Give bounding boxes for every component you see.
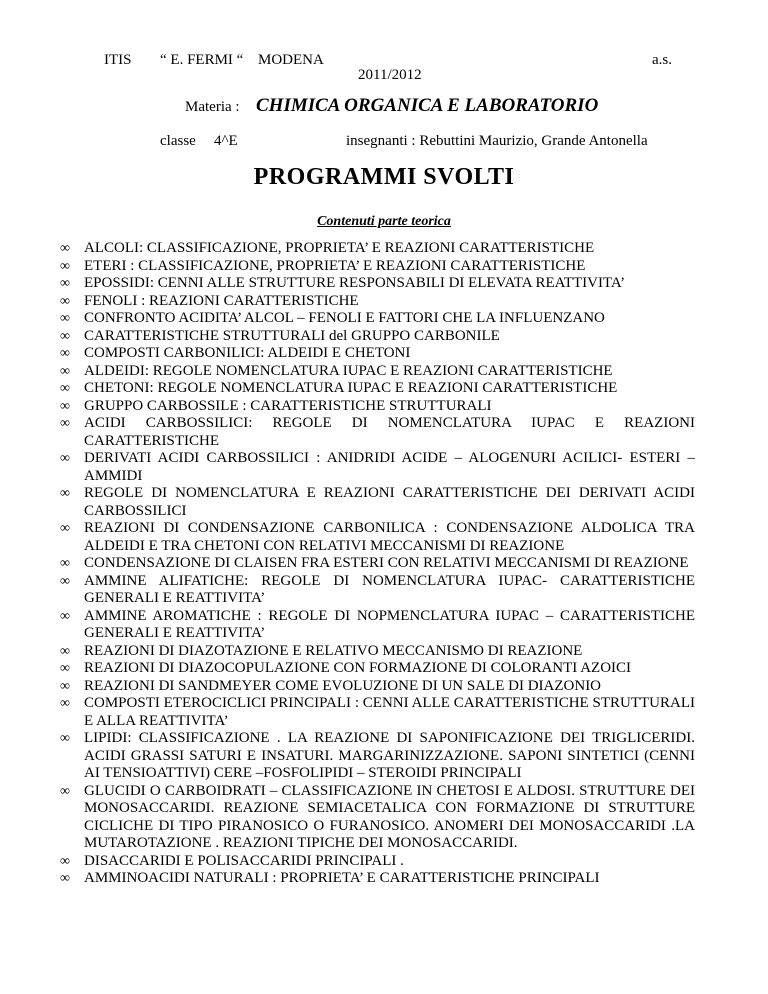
topic-text: CONDENSAZIONE DI CLAISEN FRA ESTERI CON RELATIVI MECCANISMI DI REAZIONE — [84, 555, 689, 571]
topic-text: REAZIONI DI CONDENSAZIONE CARBONILICA : CONDENSAZIONE ALDOLICA TRA ALDEIDI E TRA CHETONI CON RELATIVI MECCANISMI DI REAZIONE — [84, 520, 695, 554]
infinity-bullet-icon: ∞ — [60, 293, 70, 309]
topic-text: ALCOLI: CLASSIFICAZIONE, PROPRIETA’ E REAZIONI CARATTERISTICHE — [84, 240, 595, 256]
infinity-bullet-icon: ∞ — [60, 276, 70, 291]
list-item — [60, 520, 695, 555]
school-type: ITIS — [104, 52, 132, 68]
school-name: “ E. FERMI “ — [160, 52, 244, 68]
school-city: MODENA — [258, 52, 324, 68]
infinity-bullet-icon: ∞ — [60, 696, 70, 711]
list-item — [60, 362, 695, 381]
list-item — [60, 397, 695, 416]
page-title: PROGRAMMI SVOLTI — [253, 164, 515, 190]
subject-label: Materia : — [185, 99, 240, 115]
infinity-bullet-icon: ∞ — [60, 556, 70, 571]
list-item — [60, 870, 695, 888]
list-item — [60, 450, 695, 485]
topic-text: REAZIONI DI DIAZOTAZIONE E RELATIVO MECCANISMO DI REAZIONE — [84, 642, 583, 659]
infinity-bullet-icon: ∞ — [60, 783, 70, 799]
academic-year-label: a.s. — [652, 52, 672, 68]
academic-year: 2011/2012 — [358, 67, 422, 83]
list-item — [60, 572, 695, 608]
infinity-bullet-icon: ∞ — [60, 573, 70, 589]
topic-text: AMMINE AROMATICHE : REGOLE DI NOPMENCLATURA IUPAC – CARATTERISTICHE GENERALI E REATTIVITA’ — [84, 607, 695, 641]
list-item — [60, 695, 695, 730]
list-item — [60, 852, 695, 871]
list-item — [60, 730, 695, 783]
topic-text: AMMINE ALIFATICHE: REGOLE DI NOMENCLATURA IUPAC- CARATTERISTICHE GENERALI E REATTIVITA’ — [84, 572, 695, 606]
topic-text: REGOLE DI NOMENCLATURA E REAZIONI CARATTERISTICHE DEI DERIVATI ACIDI CARBOSSILICI — [84, 485, 695, 519]
infinity-bullet-icon: ∞ — [60, 381, 70, 396]
list-item — [60, 275, 695, 293]
infinity-bullet-icon: ∞ — [60, 363, 70, 379]
infinity-bullet-icon: ∞ — [60, 451, 70, 466]
class-value: 4^E — [214, 133, 238, 149]
list-item — [60, 677, 695, 696]
infinity-bullet-icon: ∞ — [60, 346, 70, 361]
topic-text: ACIDI CARBOSSILICI: REGOLE DI NOMENCLATURA IUPAC E REAZIONI CARATTERISTICHE — [84, 415, 695, 449]
topic-text: ALDEIDI: REGOLE NOMENCLATURA IUPAC E REAZIONI CARATTERISTICHE — [84, 362, 613, 379]
topic-text: EPOSSIDI: CENNI ALLE STRUTTURE RESPONSABILI DI ELEVATA REATTIVITA’ — [84, 275, 626, 291]
topic-text: COMPOSTI CARBONILICI: ALDEIDI E CHETONI — [84, 345, 411, 361]
topic-text: CHETONI: REGOLE NOMENCLATURA IUPAC E REAZIONI CARATTERISTICHE — [84, 380, 618, 396]
topic-text: GLUCIDI O CARBOIDRATI – CLASSIFICAZIONE IN CHETOSI E ALDOSI. STRUTTURE DEI MONOSACCARIDI. REAZIONE SEMIACETALICA CON FORMAZIONE DI STRUTTURE CICLICHE DI TIPO PIRANOSICO O FURANOSICO. ANOMERI DEI MONOSACCARIDI .LA MUTAROTAZIONE . REAZIONI TIPICHE DEI MONOSACCARIDI. — [84, 782, 695, 851]
teachers: insegnanti : Rebuttini Maurizio, Grande Antonella — [346, 133, 648, 149]
infinity-bullet-icon: ∞ — [60, 486, 70, 501]
list-item — [60, 660, 695, 678]
list-item — [60, 240, 695, 258]
topic-text: DISACCARIDI E POLISACCARIDI PRINCIPALI . — [84, 852, 404, 869]
subject-name: CHIMICA ORGANICA E LABORATORIO — [256, 95, 599, 116]
list-item — [60, 415, 695, 450]
infinity-bullet-icon: ∞ — [60, 853, 70, 869]
list-item — [60, 642, 695, 661]
infinity-bullet-icon: ∞ — [60, 398, 70, 414]
topic-text: AMMINOACIDI NATURALI : PROPRIETA’ E CARATTERISTICHE PRINCIPALI — [84, 870, 600, 886]
class-label: classe — [160, 133, 196, 149]
topic-text: GRUPPO CARBOSSILE : CARATTERISTICHE STRUTTURALI — [84, 397, 492, 414]
list-item — [60, 292, 695, 311]
topic-text: CARATTERISTICHE STRUTTURALI del GRUPPO CARBONILE — [84, 327, 500, 344]
infinity-bullet-icon: ∞ — [60, 241, 70, 256]
infinity-bullet-icon: ∞ — [60, 521, 70, 536]
infinity-bullet-icon: ∞ — [60, 678, 70, 694]
infinity-bullet-icon: ∞ — [60, 871, 70, 886]
list-item — [60, 555, 695, 573]
topic-text: ETERI : CLASSIFICAZIONE, PROPRIETA’ E REAZIONI CARATTERISTICHE — [84, 257, 586, 274]
infinity-bullet-icon: ∞ — [60, 731, 70, 746]
infinity-bullet-icon: ∞ — [60, 311, 70, 326]
infinity-bullet-icon: ∞ — [60, 608, 70, 624]
topic-text: CONFRONTO ACIDITA’ ALCOL – FENOLI E FATTORI CHE LA INFLUENZANO — [84, 310, 605, 326]
topic-text: REAZIONI DI DIAZOCOPULAZIONE CON FORMAZIONE DI COLORANTI AZOICI — [84, 660, 632, 676]
list-item — [60, 327, 695, 346]
list-item — [60, 345, 695, 363]
list-item — [60, 310, 695, 328]
topic-text: LIPIDI: CLASSIFICAZIONE . LA REAZIONE DI SAPONIFICAZIONE DEI TRIGLICERIDI. ACIDI GRASSI SATURI E INSATURI. MARGARINIZZAZIONE. SAPONI SINTETICI (CENNI AI TENSIOATTIVI) CERE –FOSFOLIPIDI – STEROIDI PRINCIPALI — [84, 730, 695, 781]
topic-text: FENOLI : REAZIONI CARATTERISTICHE — [84, 292, 359, 309]
infinity-bullet-icon: ∞ — [60, 643, 70, 659]
infinity-bullet-icon: ∞ — [60, 328, 70, 344]
topic-text: DERIVATI ACIDI CARBOSSILICI : ANIDRIDI ACIDE – ALOGENURI ACILICI- ESTERI – AMMIDI — [84, 450, 695, 484]
list-item — [60, 380, 695, 398]
infinity-bullet-icon: ∞ — [60, 661, 70, 676]
infinity-bullet-icon: ∞ — [60, 258, 70, 274]
list-item — [60, 257, 695, 276]
topic-text: COMPOSTI ETEROCICLICI PRINCIPALI : CENNI ALLE CARATTERISTICHE STRUTTURALI E ALLA REATTIVITA’ — [84, 695, 695, 729]
topic-list — [60, 240, 695, 888]
topic-text: REAZIONI DI SANDMEYER COME EVOLUZIONE DI UN SALE DI DIAZONIO — [84, 677, 602, 694]
list-item — [60, 485, 695, 520]
section-subtitle: Contenuti parte teorica — [317, 214, 451, 229]
list-item — [60, 607, 695, 643]
list-item — [60, 782, 695, 853]
infinity-bullet-icon: ∞ — [60, 416, 70, 431]
